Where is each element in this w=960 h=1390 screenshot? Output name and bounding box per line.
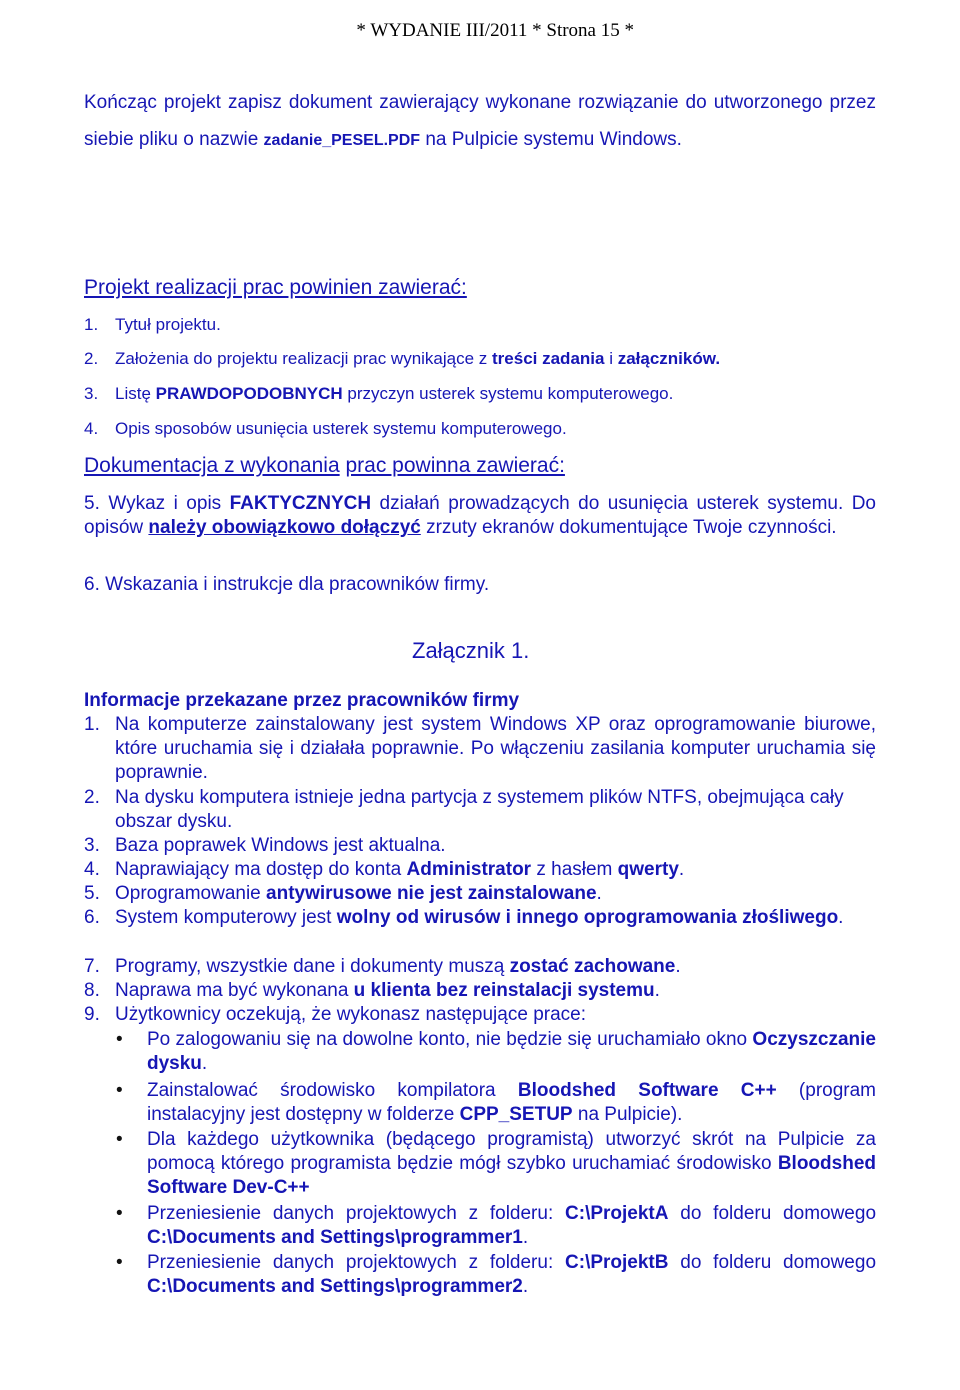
doc-item-5: 5. Wykaz i opis FAKTYCZNYCH działań prowadzących do usunięcia usterek systemu. Do opisów należy obowiązkowo dołączyć zrzuty ekranów dokumentujące Twoje czynności. <box>84 493 876 538</box>
bullet-icon: • <box>116 1203 123 1224</box>
bullet-icon: • <box>116 1080 123 1101</box>
info-heading: Informacje przekazane przez pracowników firmy <box>84 690 520 711</box>
project-item-4: 4. Opis sposobów usunięcia usterek systemu komputerowego. <box>84 419 567 438</box>
doc-item-6: 6. Wskazania i instrukcje dla pracowników firmy. <box>84 574 490 595</box>
bullet-icon: • <box>116 1029 123 1050</box>
documentation-heading: Dokumentacja z wykonania prac powinna zawierać: <box>84 454 565 477</box>
bullet-icon: • <box>116 1252 123 1273</box>
filename: zadanie_PESEL.PDF <box>263 132 421 149</box>
project-heading: Projekt realizacji prac powinien zawierać: <box>84 276 467 299</box>
attachment-title: Załącznik 1. <box>412 638 530 663</box>
bullet-icon: • <box>116 1129 123 1150</box>
project-item-2: 2. Założenia do projektu realizacji prac wynikające z treści zadania i załączników. <box>84 349 721 368</box>
project-item-1: 1. Tytuł projektu. <box>84 315 221 334</box>
page-header: * WYDANIE III/2011 * Strona 15 * <box>356 20 634 41</box>
project-item-3: 3. Listę PRAWDOPODOBNYCH przyczyn usterek systemu komputerowego. <box>84 384 674 403</box>
intro-paragraph: Kończąc projekt zapisz dokument zawierający wykonane rozwiązanie do utworzonego przez siebie pliku o nazwie zadanie_PESEL.PDF na Pulpicie systemu Windows. <box>84 92 876 150</box>
